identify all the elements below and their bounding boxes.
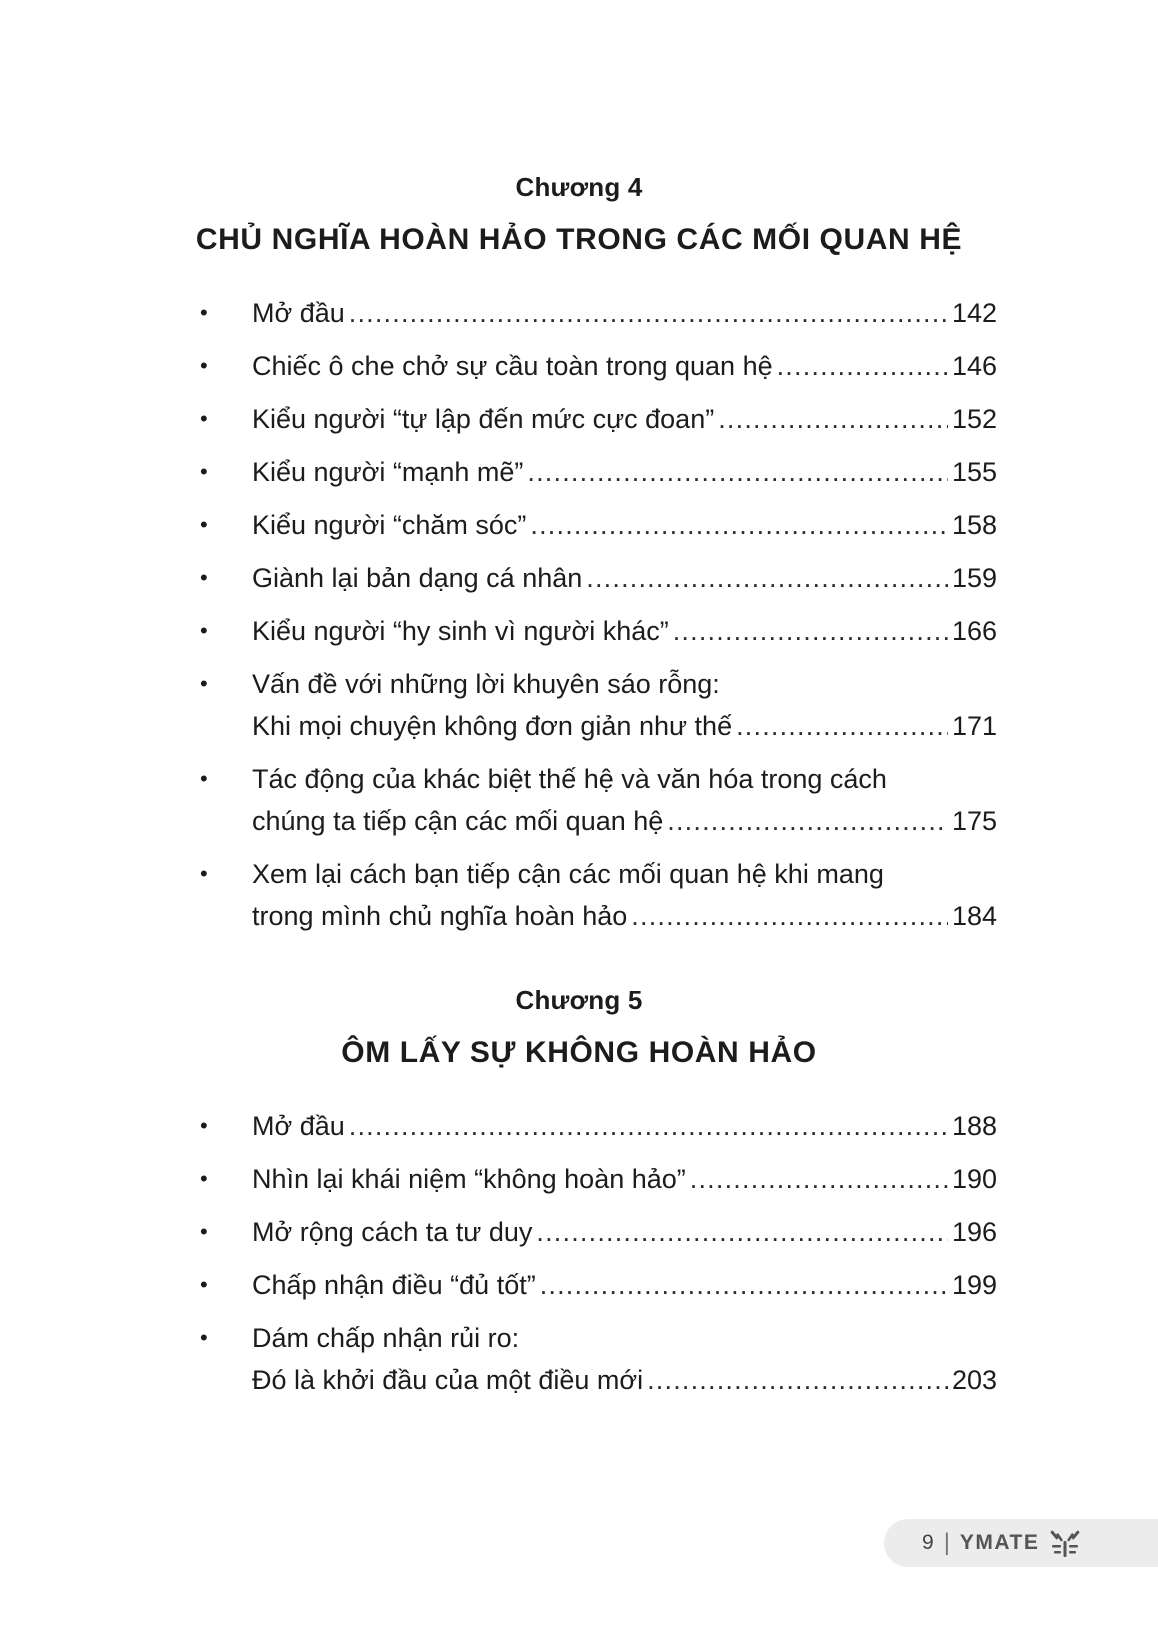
toc-page-number: 175 [951, 806, 997, 836]
bullet-icon: • [200, 565, 208, 590]
bullet-icon: • [200, 353, 208, 378]
toc-page-number: 152 [951, 404, 997, 434]
dot-leader [530, 503, 948, 547]
toc-entry-title: chúng ta tiếp cận các mối quan hệ [252, 806, 664, 836]
toc-entry-title: Mở đầu [252, 298, 345, 328]
page-footer [884, 1519, 1158, 1567]
toc-entry-title: Mở đầu [252, 1111, 345, 1141]
toc-entry-title: Kiểu người “tự lập đến mức cực đoan” [252, 404, 715, 434]
toc-entry-title: Kiểu người “hy sinh vì người khác” [252, 616, 669, 646]
toc-entry-title-line: Tác động của khác biệt thế hệ và văn hóa trong cách [252, 764, 887, 794]
toc-page-number: 188 [951, 1111, 997, 1141]
toc-entry-text [252, 1157, 997, 1201]
bullet-icon: • [200, 861, 208, 886]
toc-page-number: 158 [951, 510, 997, 540]
toc-entry-text [252, 704, 997, 748]
dot-leader [667, 799, 948, 843]
bullet-icon: • [200, 1219, 208, 1244]
toc-page-number: 155 [951, 457, 997, 487]
toc-page-number: 199 [951, 1270, 997, 1300]
toc-entry-text [252, 291, 997, 335]
bullet-icon: • [200, 300, 208, 325]
toc-entry-text [252, 609, 997, 653]
toc-entry-text [252, 450, 997, 494]
footer-separator: | [943, 1529, 950, 1556]
toc-entry-text [252, 344, 997, 388]
toc-entry-text [252, 852, 997, 896]
chapter-label: Chương 5 [515, 985, 643, 1015]
toc-entry-title: Khi mọi chuyện không đơn giản như thế [252, 711, 733, 741]
bullet-icon: • [200, 766, 208, 791]
toc-entry-text [252, 662, 997, 706]
chapter-label: Chương 4 [515, 172, 643, 202]
bullet-icon: • [200, 406, 208, 431]
dot-leader [586, 556, 948, 600]
chapter-title: ÔM LẤY SỰ KHÔNG HOÀN HẢO [341, 1036, 817, 1069]
toc-entry-text [252, 397, 997, 441]
toc-entry-title: Giành lại bản dạng cá nhân [252, 563, 583, 593]
toc-entry-title: trong mình chủ nghĩa hoàn hảo [252, 901, 628, 931]
toc-entry-text [252, 799, 997, 843]
toc-entry-title: Chiếc ô che chở sự cầu toàn trong quan hệ [252, 351, 773, 381]
toc-entry-title: Chấp nhận điều “đủ tốt” [252, 1270, 536, 1300]
dot-leader [536, 1210, 948, 1254]
dot-leader [736, 704, 948, 748]
toc-entry-text [252, 1316, 997, 1360]
toc-entry-text [252, 1210, 997, 1254]
toc-entry-title: Nhìn lại khái niệm “không hoàn hảo” [252, 1164, 686, 1194]
dot-leader [631, 894, 948, 938]
toc-entry-text [252, 894, 997, 938]
dot-leader [690, 1157, 948, 1201]
toc-page-number: 190 [951, 1164, 997, 1194]
toc-entry-title-line: Dám chấp nhận rủi ro: [252, 1323, 520, 1353]
toc-entry-text [252, 1358, 997, 1402]
dot-leader [540, 1263, 948, 1307]
dot-leader [673, 609, 948, 653]
bullet-icon: • [200, 512, 208, 537]
brand-name: YMATE [959, 1531, 1040, 1554]
chapter-5-heading [0, 985, 1158, 1070]
dot-leader [527, 450, 948, 494]
bullet-icon: • [200, 671, 208, 696]
bullet-icon: • [200, 459, 208, 484]
bullet-icon: • [200, 1166, 208, 1191]
toc-page-number: 184 [951, 901, 997, 931]
dot-leader [777, 344, 948, 388]
chapter-title: CHỦ NGHĨA HOÀN HẢO TRONG CÁC MỐI QUAN HỆ [195, 223, 963, 256]
toc-entry-text [252, 1104, 997, 1148]
toc-page-number: 203 [951, 1365, 997, 1395]
toc-page-number: 171 [951, 711, 997, 741]
toc-page-number: 166 [951, 616, 997, 646]
bullet-icon: • [200, 1113, 208, 1138]
toc-entry-title: Kiểu người “chăm sóc” [252, 510, 527, 540]
dot-leader [349, 291, 948, 335]
dot-leader [349, 1104, 948, 1148]
toc-entry-title: Mở rộng cách ta tư duy [252, 1217, 533, 1247]
dot-leader [718, 397, 948, 441]
toc-page-number: 146 [951, 351, 997, 381]
toc-entry-title-line: Xem lại cách bạn tiếp cận các mối quan hệ khi mang [252, 859, 884, 889]
toc-entry-text [252, 503, 997, 547]
bullet-icon: • [200, 1325, 208, 1350]
chapter-4-heading [0, 172, 1158, 257]
toc-page-number: 196 [951, 1217, 997, 1247]
ymate-logo-icon [1049, 1527, 1081, 1559]
toc-entry-text [252, 1263, 997, 1307]
toc-entry-title: Kiểu người “mạnh mẽ” [252, 457, 524, 487]
toc-entry-text [252, 556, 997, 600]
toc-page-number: 142 [951, 298, 997, 328]
page-number: 9 [922, 1531, 934, 1554]
bullet-icon: • [200, 618, 208, 643]
toc-entry-title-line: Vấn đề với những lời khuyên sáo rỗng: [252, 669, 720, 699]
dot-leader [647, 1358, 948, 1402]
toc-entry-text [252, 757, 997, 801]
toc-entry-title: Đó là khởi đầu của một điều mới [252, 1365, 644, 1395]
bullet-icon: • [200, 1272, 208, 1297]
toc-page-number: 159 [951, 563, 997, 593]
